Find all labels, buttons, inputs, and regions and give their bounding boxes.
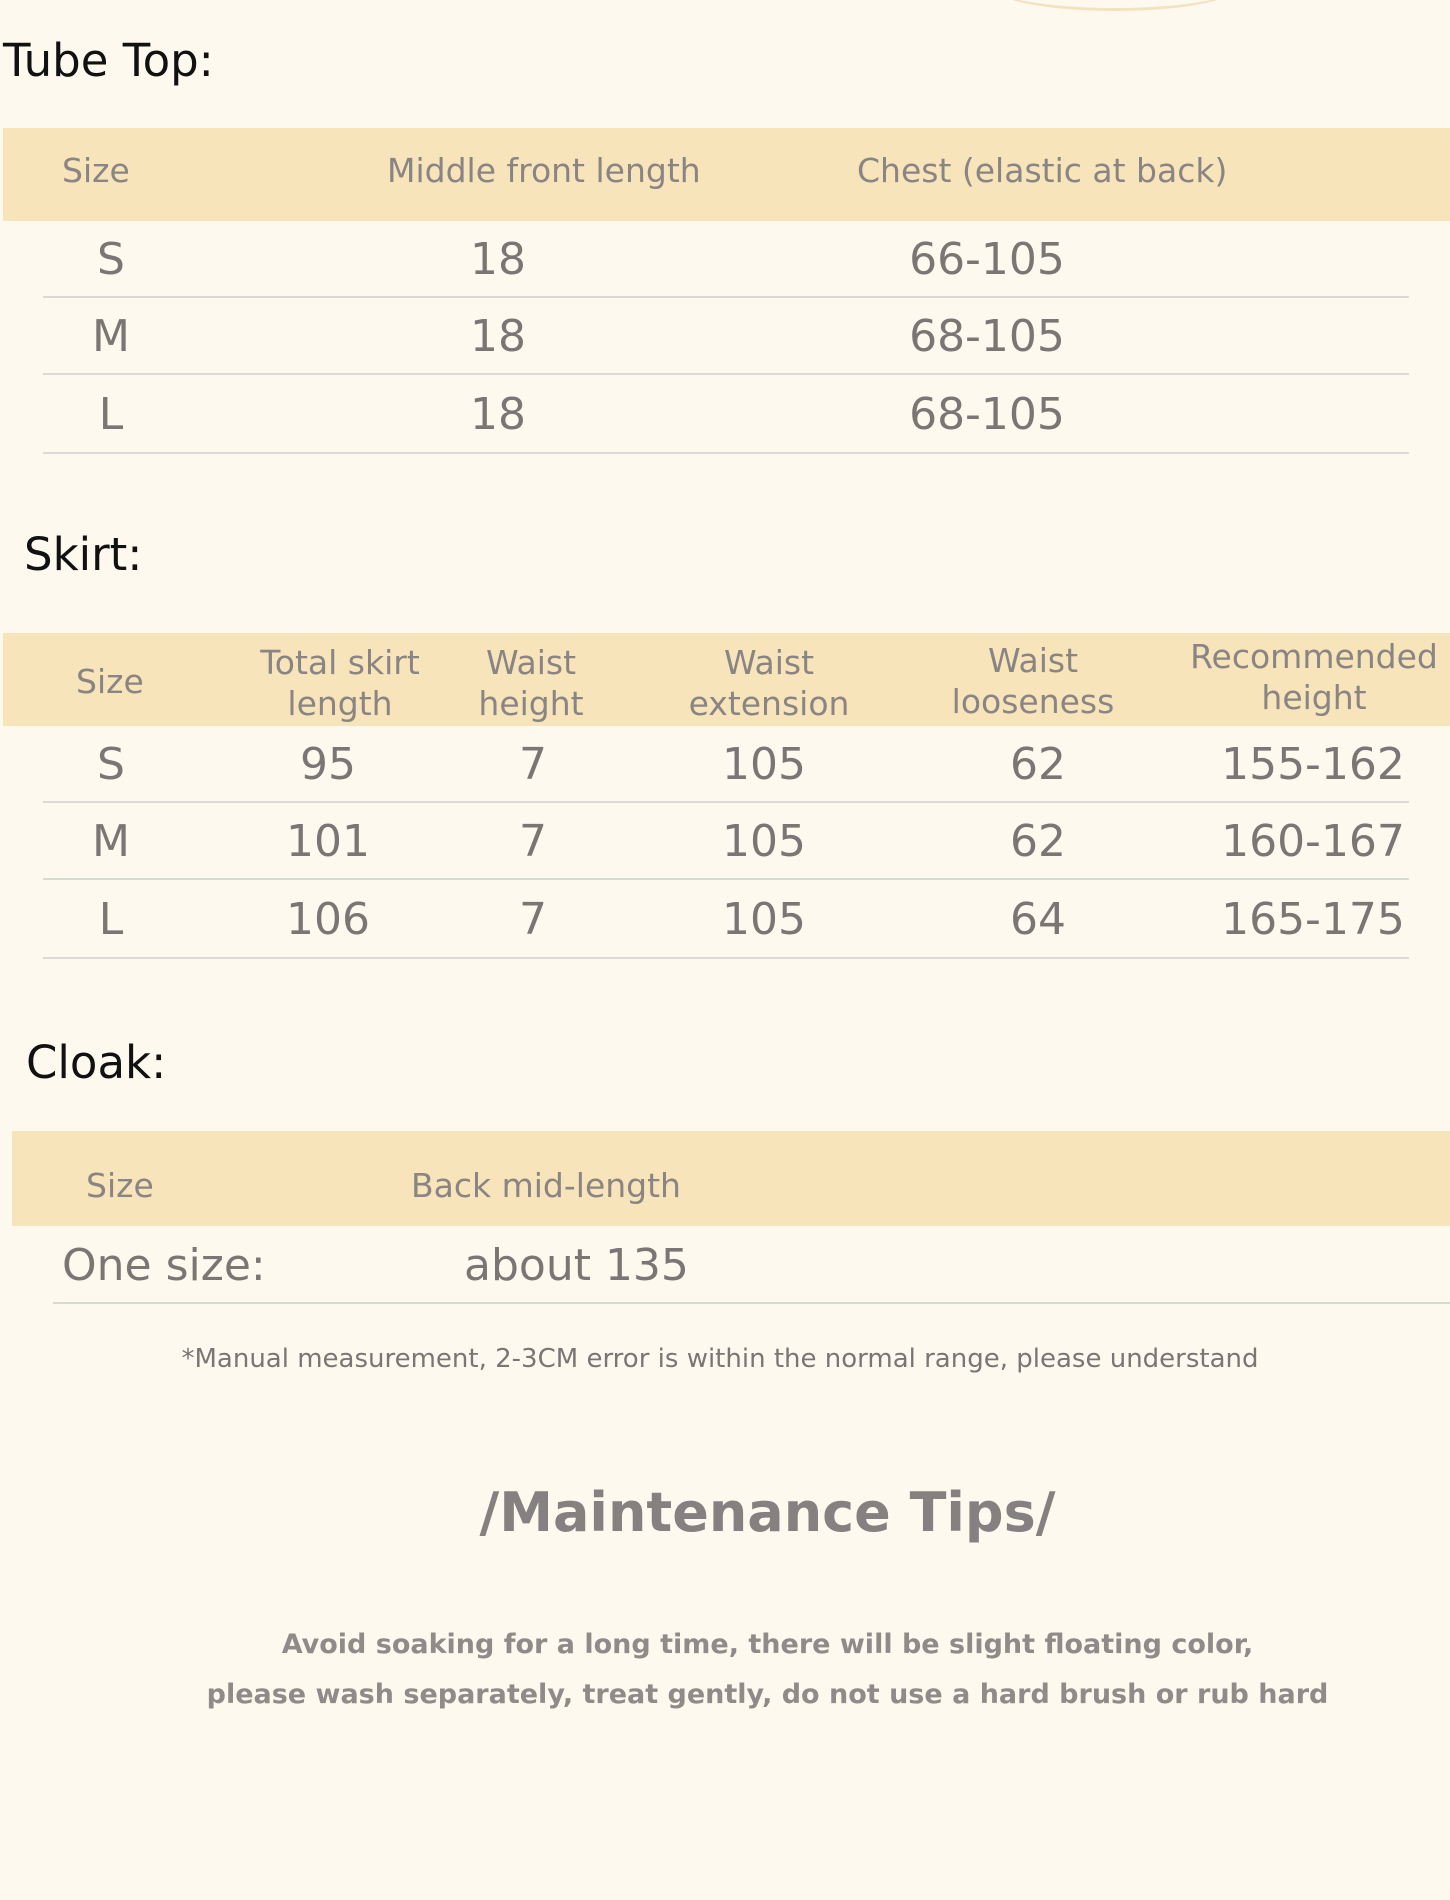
tube-top-front-length-s: 18: [470, 234, 526, 285]
maintenance-line-2: please wash separately, treat gently, do not use a hard brush or rub hard: [206, 1679, 1329, 1710]
row-divider: [43, 296, 1409, 298]
skirt-recommended-height-s: 155-162: [1221, 739, 1405, 790]
tube-top-front-length-m: 18: [470, 311, 526, 362]
skirt-waist-height-l: 7: [519, 894, 547, 945]
cloak-header-back-length: Back mid-length: [411, 1166, 681, 1205]
row-divider: [53, 1302, 1450, 1304]
cloak-header-bar: [12, 1131, 1450, 1226]
tube-top-size-l: L: [98, 389, 124, 440]
tube-top-header-front-length: Middle front length: [387, 151, 701, 190]
skirt-header-waist-extension: Waist extension: [688, 643, 850, 723]
measurement-note: *Manual measurement, 2-3CM error is within the normal range, please understand: [181, 1344, 1259, 1374]
row-divider: [43, 801, 1409, 803]
cloak-header-size: Size: [86, 1166, 154, 1205]
skirt-waist-extension-m: 105: [722, 816, 806, 867]
maintenance-title: /Maintenance Tips/: [479, 1481, 1056, 1544]
decorative-arc: [990, 0, 1240, 11]
tube-top-size-s: S: [97, 234, 125, 285]
skirt-total-length-s: 95: [300, 739, 356, 790]
skirt-size-m: M: [92, 816, 130, 867]
tube-top-chest-m: 68-105: [909, 311, 1065, 362]
tube-top-header-bar: [3, 128, 1450, 221]
skirt-header-recommended-height: Recommended height: [1190, 637, 1438, 717]
skirt-recommended-height-l: 165-175: [1221, 894, 1405, 945]
skirt-header-size: Size: [76, 662, 144, 701]
skirt-size-l: L: [98, 894, 124, 945]
skirt-header-waist-height: Waist height: [478, 643, 584, 723]
tube-top-header-chest: Chest (elastic at back): [857, 151, 1228, 190]
skirt-total-length-m: 101: [286, 816, 370, 867]
cloak-title: Cloak:: [26, 1036, 167, 1089]
tube-top-title: Tube Top:: [3, 34, 214, 87]
tube-top-front-length-l: 18: [470, 389, 526, 440]
skirt-waist-looseness-l: 64: [1010, 894, 1066, 945]
row-divider: [43, 452, 1409, 454]
skirt-waist-extension-s: 105: [722, 739, 806, 790]
skirt-waist-height-s: 7: [519, 739, 547, 790]
skirt-header-total-length: Total skirt length: [260, 643, 420, 723]
tube-top-chest-l: 68-105: [909, 389, 1065, 440]
cloak-size-one: One size:: [62, 1240, 266, 1291]
tube-top-header-size: Size: [62, 151, 130, 190]
skirt-recommended-height-m: 160-167: [1221, 816, 1405, 867]
skirt-waist-extension-l: 105: [722, 894, 806, 945]
skirt-total-length-l: 106: [286, 894, 370, 945]
row-divider: [43, 373, 1409, 375]
skirt-title: Skirt:: [24, 528, 143, 581]
tube-top-size-m: M: [92, 311, 130, 362]
row-divider: [43, 957, 1409, 959]
skirt-size-s: S: [97, 739, 125, 790]
maintenance-line-1: Avoid soaking for a long time, there will be slight floating color,: [281, 1629, 1254, 1660]
row-divider: [43, 878, 1409, 880]
skirt-header-waist-looseness: Waist looseness: [951, 641, 1115, 721]
skirt-waist-looseness-m: 62: [1010, 816, 1066, 867]
skirt-waist-height-m: 7: [519, 816, 547, 867]
tube-top-chest-s: 66-105: [909, 234, 1065, 285]
cloak-back-length-value: about 135: [464, 1240, 689, 1291]
skirt-waist-looseness-s: 62: [1010, 739, 1066, 790]
